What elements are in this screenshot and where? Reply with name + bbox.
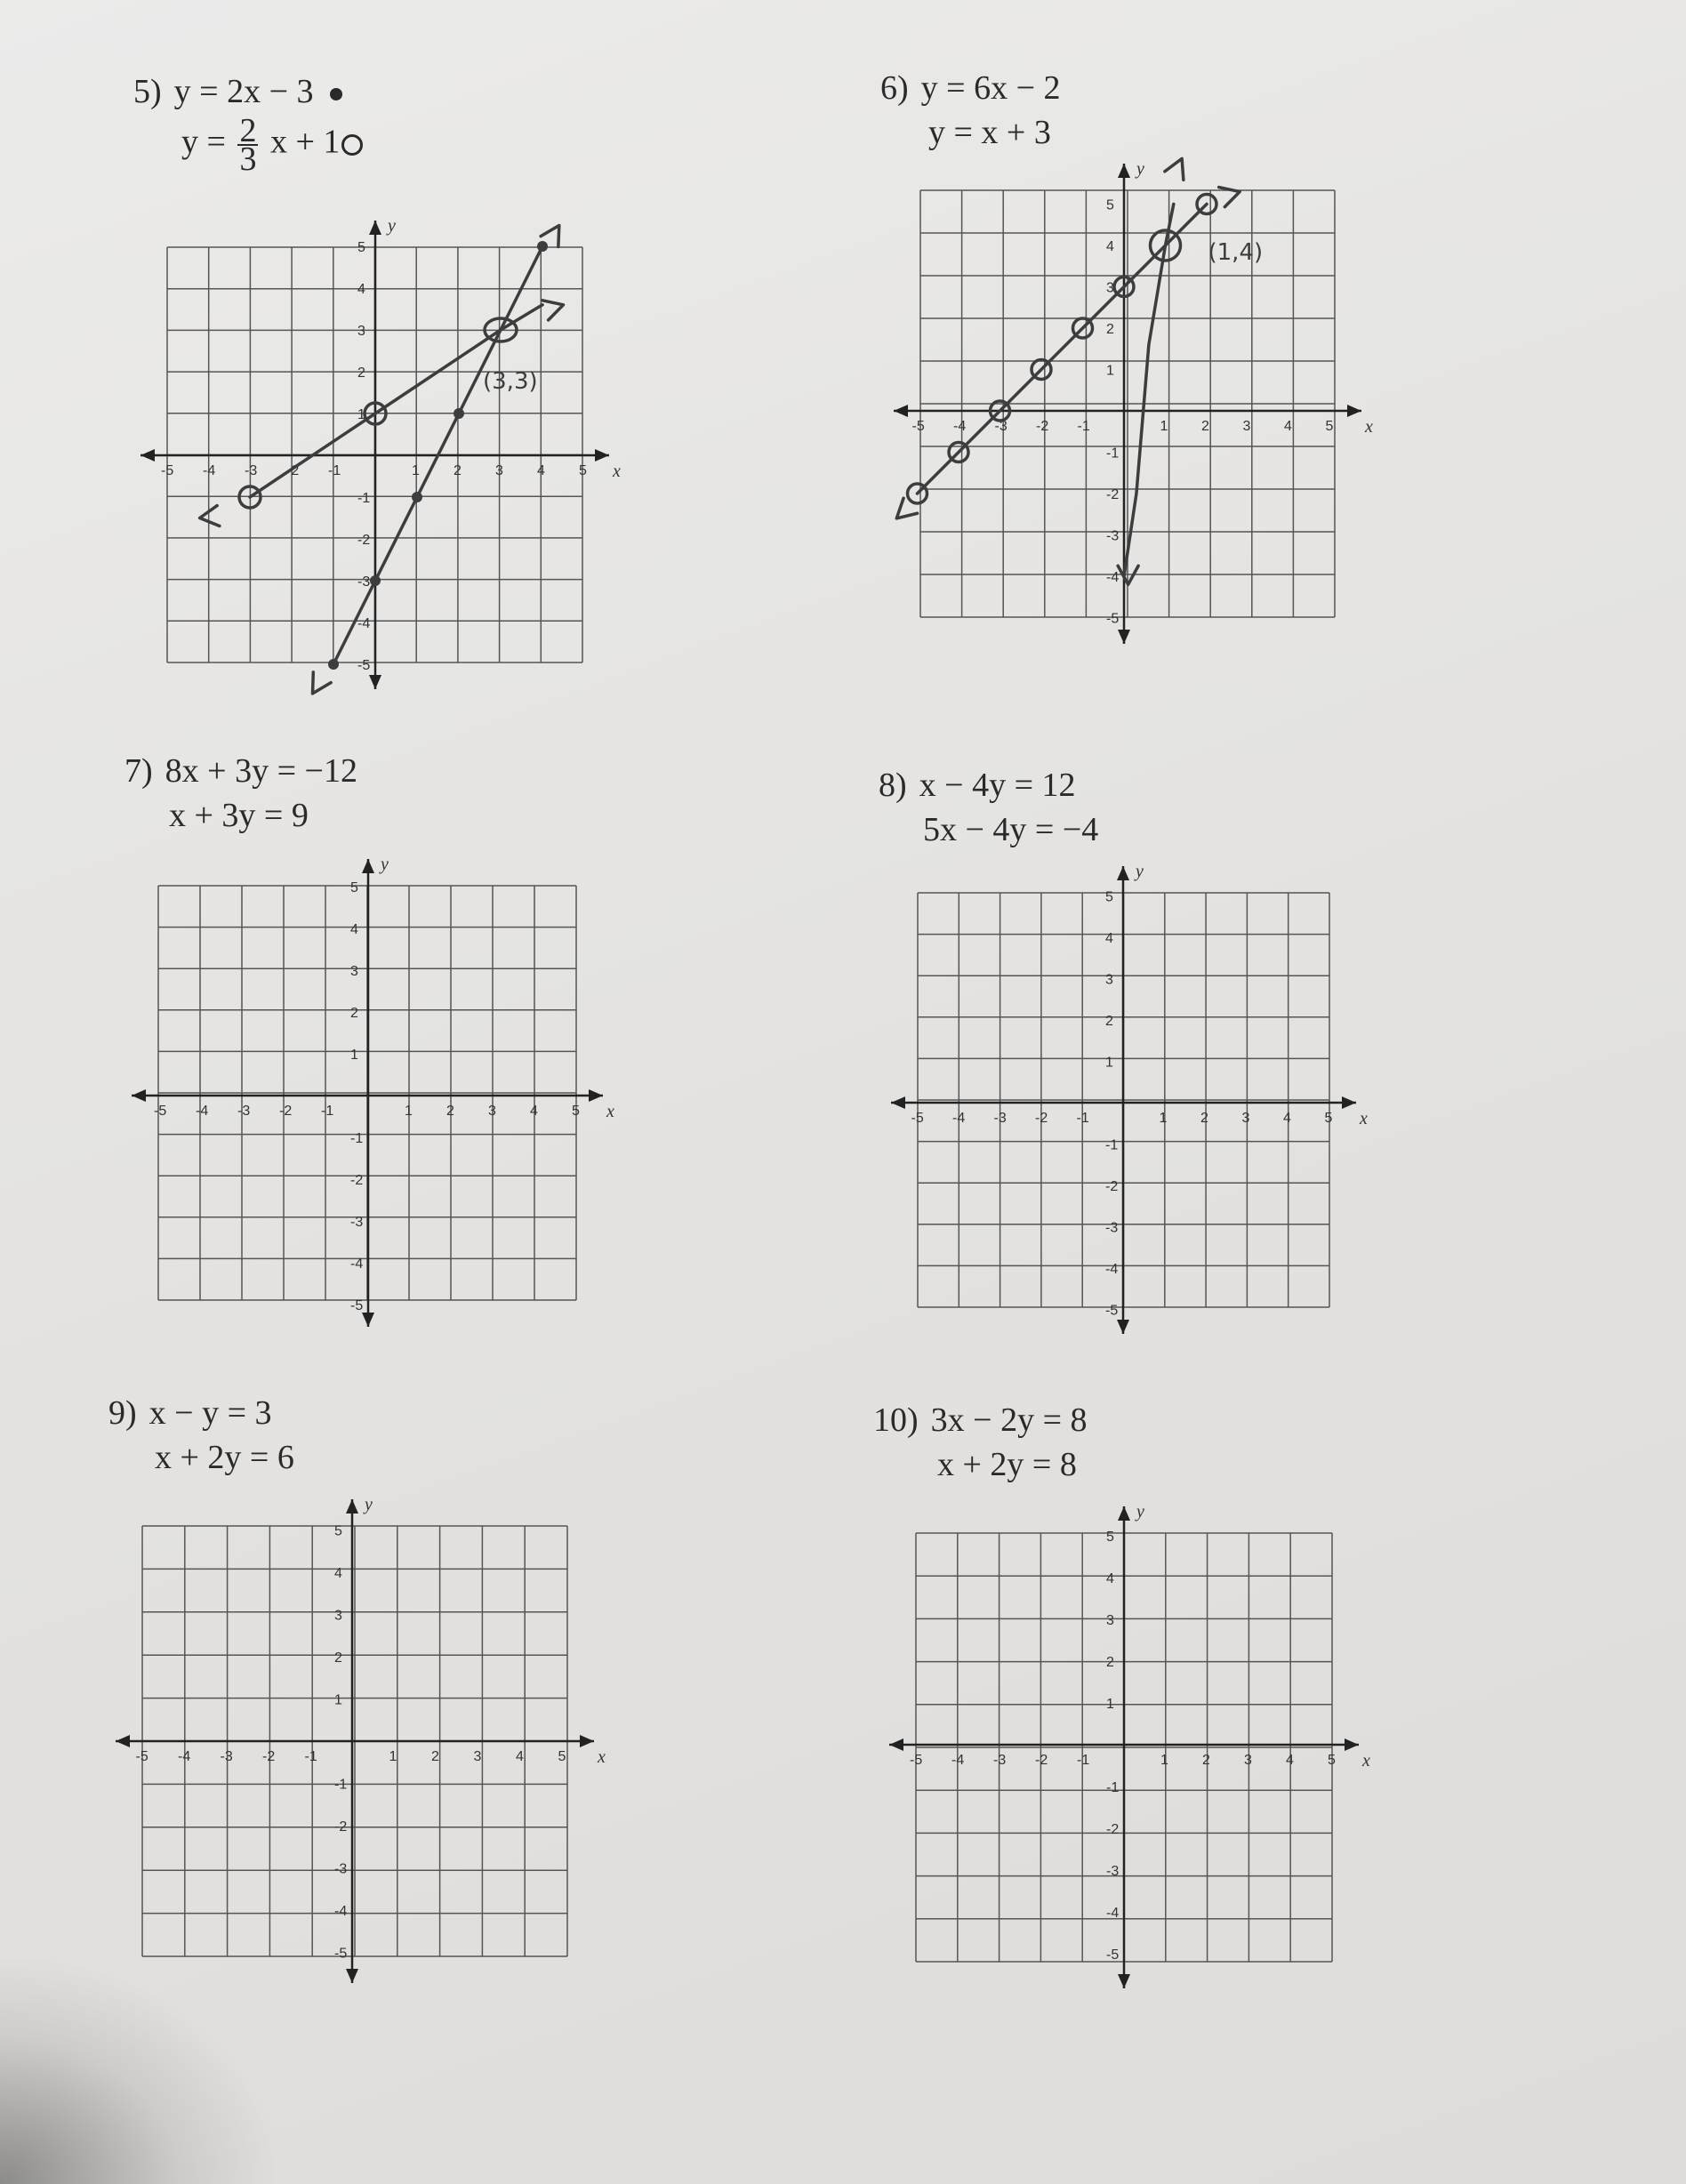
x-tick-label: -2 — [262, 1749, 276, 1764]
equation-1: x − y = 3 — [149, 1394, 272, 1432]
y-tick-label: -1 — [1105, 1137, 1119, 1153]
y-tick-label: 5 — [334, 1523, 342, 1539]
x-tick-label: 4 — [516, 1749, 524, 1764]
y-axis-label: y — [1136, 862, 1144, 881]
problem-number: 5) — [133, 73, 162, 110]
y-tick-label: -5 — [1106, 1947, 1120, 1963]
x-tick-label: -2 — [286, 463, 300, 478]
x-tick-label: 4 — [1284, 419, 1292, 434]
x-tick-label: 5 — [572, 1104, 580, 1119]
x-tick-label: 3 — [488, 1104, 496, 1119]
x-tick-label: 5 — [579, 463, 587, 478]
equation-2 — [133, 112, 363, 178]
y-tick-label: -1 — [1106, 1780, 1120, 1795]
x-tick-label: -4 — [952, 1111, 966, 1126]
x-tick-label: 3 — [495, 463, 503, 478]
x-axis-arrow-left — [894, 405, 908, 417]
y-tick-label: 2 — [350, 1006, 358, 1021]
arrowhead — [313, 672, 332, 694]
x-axis-arrow-right — [1345, 1738, 1359, 1751]
y-tick-label: 5 — [1106, 1530, 1114, 1545]
filled-dot-marker — [330, 88, 342, 100]
y-axis-arrow-down — [1117, 1320, 1129, 1334]
x-tick-label: -5 — [910, 1753, 923, 1768]
y-tick-label: -3 — [350, 1215, 364, 1230]
equation-2: x + 2y = 6 — [155, 1439, 294, 1476]
x-axis-label: x — [606, 1102, 614, 1121]
x-tick-label: 1 — [412, 463, 420, 478]
y-tick-label: 5 — [1106, 197, 1114, 213]
y-tick-label: 1 — [350, 1048, 358, 1063]
y-tick-label: -5 — [334, 1946, 348, 1962]
y-axis-label: y — [381, 855, 389, 874]
problem-5 — [133, 69, 363, 178]
y-tick-label: -2 — [350, 1173, 364, 1188]
x-tick-label: 2 — [431, 1749, 439, 1764]
x-axis-arrow-right — [580, 1735, 594, 1747]
y-tick-label: -2 — [357, 533, 371, 548]
y-axis-arrow-up — [1118, 1506, 1130, 1521]
x-tick-label: 5 — [558, 1749, 566, 1764]
y-tick-label: 3 — [1106, 280, 1114, 296]
x-tick-label: 2 — [1200, 1111, 1208, 1126]
y-axis-label: y — [1136, 159, 1144, 179]
plotted-point — [370, 575, 381, 586]
y-axis-arrow-down — [362, 1313, 374, 1327]
x-tick-label: -2 — [1035, 1111, 1048, 1126]
y-axis-label: y — [1136, 1502, 1144, 1522]
y-tick-label: -3 — [1106, 528, 1120, 544]
x-tick-label: 5 — [1324, 1111, 1333, 1126]
x-axis-arrow-left — [116, 1735, 130, 1747]
y-tick-label: 4 — [1106, 239, 1114, 254]
x-tick-label: 4 — [1283, 1111, 1291, 1126]
x-axis-label: x — [613, 462, 621, 481]
fraction-numerator: 2 — [239, 112, 257, 149]
y-tick-label: 2 — [1105, 1014, 1113, 1029]
x-axis-arrow-right — [595, 449, 609, 462]
y-tick-label: -5 — [350, 1298, 364, 1313]
y-tick-label: -2 — [334, 1819, 348, 1835]
x-tick-label: -5 — [154, 1104, 167, 1119]
y-axis-label: y — [388, 216, 396, 236]
y-axis-arrow-down — [369, 675, 381, 689]
y-tick-label: -4 — [1106, 570, 1120, 585]
y-tick-label: -1 — [357, 491, 371, 506]
fraction-denominator: 3 — [239, 141, 257, 178]
equation-2: 5x − 4y = −4 — [923, 811, 1099, 848]
y-axis-arrow-up — [1117, 866, 1129, 880]
y-tick-label: -2 — [1105, 1179, 1119, 1194]
problem-10 — [873, 1398, 1088, 1487]
y-tick-label: -4 — [1105, 1262, 1119, 1277]
x-tick-label: 2 — [1201, 419, 1209, 434]
x-axis-label: x — [1365, 417, 1373, 437]
x-tick-label: -5 — [911, 419, 925, 434]
y-tick-label: 4 — [1105, 931, 1113, 946]
equation-1: y = 2x − 3 — [173, 73, 314, 110]
line-y-x-plus-3 — [918, 205, 1208, 494]
y-tick-label: -1 — [350, 1131, 364, 1146]
y-axis-arrow-up — [346, 1499, 358, 1514]
y-tick-label: 2 — [1106, 1655, 1114, 1670]
y-tick-label: 2 — [357, 365, 365, 381]
x-tick-label: -4 — [196, 1104, 209, 1119]
problem-number: 9) — [108, 1394, 137, 1432]
x-tick-label: -1 — [328, 463, 341, 478]
x-tick-label: 3 — [1242, 419, 1251, 434]
problem-6 — [880, 66, 1061, 155]
y-tick-label: 5 — [1105, 889, 1113, 905]
x-axis-label: x — [1360, 1109, 1368, 1128]
x-axis-arrow-left — [132, 1089, 146, 1102]
y-tick-label: 1 — [1106, 1697, 1114, 1712]
open-circle-marker — [341, 134, 363, 156]
y-tick-label: 3 — [350, 964, 358, 979]
problem-number: 7) — [124, 752, 153, 790]
y-axis-arrow-up — [1118, 164, 1130, 178]
equation-2-rhs: x + 1 — [269, 123, 341, 161]
equation-1: 3x − 2y = 8 — [930, 1401, 1088, 1439]
x-axis-label: x — [1362, 1751, 1370, 1770]
plotted-point — [412, 492, 422, 502]
y-axis-arrow-down — [346, 1969, 358, 1983]
y-axis-arrow-up — [362, 859, 374, 873]
y-tick-label: -4 — [334, 1904, 348, 1919]
x-tick-label: 5 — [1328, 1753, 1336, 1768]
x-tick-label: 2 — [1202, 1753, 1210, 1768]
y-axis-arrow-up — [369, 221, 381, 235]
y-tick-label: 4 — [357, 282, 365, 297]
y-axis-arrow-down — [1118, 1974, 1130, 1988]
y-tick-label: -4 — [1106, 1906, 1120, 1921]
y-tick-label: 4 — [350, 922, 358, 937]
problem-number: 10) — [873, 1401, 919, 1439]
x-tick-label: 4 — [1286, 1753, 1294, 1768]
equation-1: y = 6x − 2 — [920, 69, 1061, 107]
plotted-point — [454, 408, 464, 419]
arrowhead — [200, 506, 220, 526]
x-tick-label: -1 — [1077, 1753, 1090, 1768]
x-axis-arrow-right — [1342, 1096, 1356, 1109]
x-tick-label: 5 — [1325, 419, 1334, 434]
y-tick-label: -2 — [1106, 487, 1120, 502]
y-tick-label: 4 — [334, 1566, 342, 1581]
y-tick-label: -3 — [357, 574, 371, 590]
x-tick-label: -2 — [1035, 1753, 1048, 1768]
equation-2-lhs: y = — [181, 123, 226, 161]
x-tick-label: -4 — [953, 419, 967, 434]
x-tick-label: 1 — [1159, 1111, 1168, 1126]
x-tick-label: -3 — [220, 1749, 233, 1764]
x-tick-label: -2 — [1036, 419, 1049, 434]
equation-2: y = x + 3 — [928, 114, 1051, 151]
y-tick-label: -3 — [334, 1861, 348, 1877]
plotted-point — [537, 241, 548, 252]
x-axis-label: x — [598, 1747, 606, 1767]
x-tick-label: -1 — [321, 1104, 334, 1119]
x-tick-label: 3 — [1244, 1753, 1252, 1768]
y-tick-label: -5 — [1106, 611, 1120, 627]
x-tick-label: -4 — [178, 1749, 191, 1764]
problem-8 — [879, 763, 1098, 852]
y-tick-label: 1 — [357, 407, 365, 422]
y-tick-label: -3 — [1106, 1864, 1120, 1879]
x-axis-arrow-right — [589, 1089, 603, 1102]
y-tick-label: -2 — [1106, 1822, 1120, 1837]
y-axis-label: y — [365, 1495, 373, 1514]
y-tick-label: -5 — [357, 658, 371, 673]
x-axis-arrow-left — [889, 1738, 903, 1751]
x-tick-label: 2 — [454, 463, 462, 478]
equation-1: 8x + 3y = −12 — [165, 752, 357, 790]
arrowhead — [1165, 158, 1184, 180]
y-tick-label: -4 — [350, 1257, 364, 1272]
x-tick-label: -5 — [911, 1111, 924, 1126]
y-tick-label: 2 — [334, 1650, 342, 1666]
x-tick-label: 1 — [1160, 419, 1168, 434]
equation-2: x + 3y = 9 — [169, 797, 309, 834]
x-tick-label: -4 — [203, 463, 216, 478]
x-tick-label: -3 — [993, 1753, 1007, 1768]
y-tick-label: -4 — [357, 616, 371, 631]
equation-1: x − 4y = 12 — [919, 767, 1076, 804]
y-tick-label: 3 — [334, 1608, 342, 1624]
y-tick-label: 3 — [357, 324, 365, 339]
arrowhead — [542, 301, 563, 320]
y-tick-label: 3 — [1106, 1613, 1114, 1628]
problem-number: 8) — [879, 767, 907, 804]
x-tick-label: 1 — [389, 1749, 397, 1764]
problem-number: 6) — [880, 69, 909, 107]
x-tick-label: -5 — [135, 1749, 149, 1764]
x-tick-label: -1 — [1076, 1111, 1089, 1126]
x-tick-label: -5 — [161, 463, 174, 478]
y-tick-label: 1 — [1105, 1055, 1113, 1071]
solution-label: (1,4) — [1208, 239, 1264, 266]
fraction — [237, 112, 258, 178]
y-tick-label: 1 — [1106, 363, 1114, 379]
equation-2: x + 2y = 8 — [937, 1446, 1077, 1483]
x-tick-label: -1 — [1077, 419, 1090, 434]
y-tick-label: -3 — [1105, 1220, 1119, 1236]
y-tick-label: 4 — [1106, 1571, 1114, 1586]
x-axis-arrow-left — [140, 449, 155, 462]
y-tick-label: -5 — [1105, 1303, 1119, 1319]
plotted-point — [328, 659, 339, 670]
x-tick-label: -3 — [993, 1111, 1007, 1126]
x-tick-label: 4 — [537, 463, 545, 478]
y-tick-label: 5 — [357, 240, 365, 255]
y-axis-arrow-down — [1118, 630, 1130, 644]
x-tick-label: -1 — [304, 1749, 317, 1764]
x-tick-label: -2 — [279, 1104, 293, 1119]
y-tick-label: -1 — [334, 1777, 348, 1793]
x-axis-arrow-left — [891, 1096, 905, 1109]
x-tick-label: 3 — [1241, 1111, 1250, 1126]
y-tick-label: 3 — [1105, 972, 1113, 988]
x-tick-label: 1 — [405, 1104, 413, 1119]
x-tick-label: 1 — [1160, 1753, 1168, 1768]
problem-9 — [108, 1391, 294, 1480]
y-tick-label: -1 — [1106, 446, 1120, 462]
x-tick-label: -3 — [245, 463, 258, 478]
x-tick-label: 2 — [446, 1104, 454, 1119]
y-tick-label: 5 — [350, 880, 358, 895]
x-tick-label: -4 — [951, 1753, 965, 1768]
x-tick-label: 4 — [530, 1104, 538, 1119]
x-tick-label: 3 — [473, 1749, 482, 1764]
page-shadow — [0, 1953, 285, 2184]
x-tick-label: -3 — [994, 419, 1008, 434]
x-axis-arrow-right — [1347, 405, 1361, 417]
solution-label: (3,3) — [483, 368, 538, 395]
problem-7 — [124, 749, 357, 838]
x-tick-label: -3 — [237, 1104, 251, 1119]
y-tick-label: 1 — [334, 1692, 342, 1708]
y-tick-label: 2 — [1106, 322, 1114, 337]
